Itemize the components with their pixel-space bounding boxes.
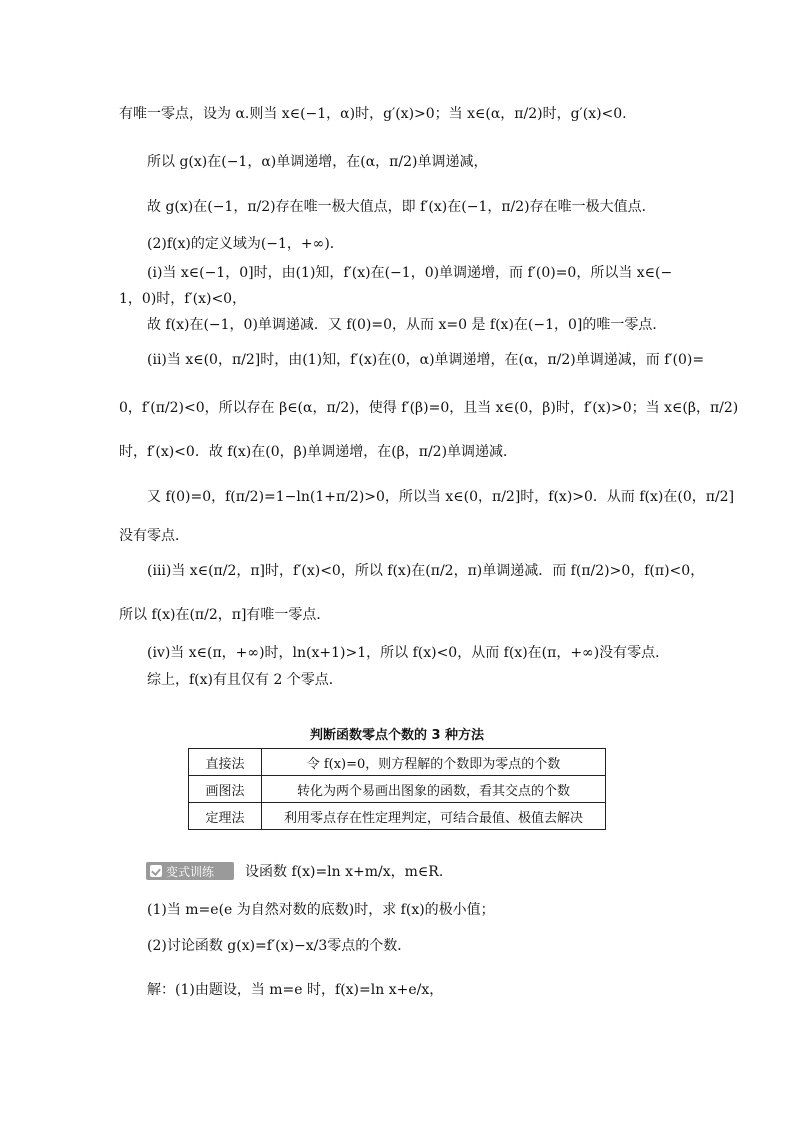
line-9: 0，f′(π/2)<0，所以存在 β∈(α，π/2)，使得 f′(β)=0，且当 x∈(0，β)时，f′(x)>0；当 x∈(β，π/2) (119, 400, 739, 416)
method-name: 定理法 (189, 803, 262, 830)
line-15: (ⅳ)当 x∈(π，+∞)时，ln(x+1)>1，所以 f(x)<0，从而 f(x)在(π，+∞)没有零点． (147, 645, 670, 661)
line-12: 没有零点． (119, 528, 189, 544)
line-14: 所以 f(x)在(π/2，π]有唯一零点． (119, 607, 331, 623)
line-3: 故 g(x)在(−1，π/2)存在唯一极大值点，即 f′(x)在(−1，π/2)存在唯一极大值点． (147, 199, 656, 215)
line-4: (2)f(x)的定义域为(−1，+∞)． (147, 236, 344, 252)
table-row (189, 803, 606, 830)
line-6: 1，0)时，f′(x)<0， (119, 291, 247, 307)
method-name: 画图法 (189, 776, 262, 803)
line-16: 综上，f(x)有且仅有 2 个零点． (147, 672, 343, 688)
line-1: 有唯一零点，设为 α.则当 x∈(−1，α)时，g′(x)>0；当 x∈(α，π/2)时，g′(x)<0. (119, 106, 627, 122)
line-2: 所以 g(x)在(−1，α)单调递增，在(α，π/2)单调递减， (147, 154, 488, 170)
line-5: (ⅰ)当 x∈(−1，0]时，由(1)知，f′(x)在(−1，0)单调递增，而 f′(0)=0，所以当 x∈(− (147, 265, 673, 281)
line-13: (ⅲ)当 x∈(π/2，π]时，f′(x)<0，所以 f(x)在(π/2，π)单调递减．而 f(π/2)>0，f(π)<0， (147, 563, 705, 579)
exercise-part-1: (1)当 m=e(e 为自然对数的底数)时，求 f(x)的极小值； (147, 902, 495, 918)
exercise-badge (146, 862, 234, 880)
method-desc: 令 f(x)=0，则方程解的个数即为零点的个数 (262, 749, 606, 776)
line-11: 又 f(0)=0，f(π/2)=1−ln(1+π/2)>0，所以当 x∈(0，π/2]时，f(x)>0．从而 f(x)在(0，π/2] (147, 489, 735, 505)
exercise-part-2: (2)讨论函数 g(x)=f′(x)−x/3零点的个数． (147, 938, 412, 954)
line-10: 时，f′(x)<0．故 f(x)在(0，β)单调递增，在(β，π/2)单调递减． (119, 444, 518, 460)
method-desc: 转化为两个易画出图象的函数，看其交点的个数 (262, 776, 606, 803)
exercise-stem: 设函数 f(x)=ln x+m/x，m∈R. (245, 864, 444, 880)
table-row (189, 749, 606, 776)
line-8: (ⅱ)当 x∈(0，π/2]时，由(1)知，f′(x)在(0，α)单调递增，在(α，π/2)单调递减，而 f′(0)= (147, 352, 705, 368)
solution-line: 解：(1)由题设，当 m=e 时，f(x)=ln x+e/x， (147, 982, 444, 998)
line-7: 故 f(x)在(−1，0)单调递减．又 f(0)=0，从而 x=0 是 f(x)在(−1，0]的唯一零点． (147, 317, 667, 333)
table-row (189, 776, 606, 803)
check-icon (150, 865, 162, 877)
table-caption: 判断函数零点个数的 3 种方法 (309, 728, 485, 743)
method-desc: 利用零点存在性定理判定，可结合最值、极值去解决 (262, 803, 606, 830)
methods-table (188, 748, 606, 830)
method-name: 直接法 (189, 749, 262, 776)
exercise-badge-label: 变式训练 (166, 864, 215, 879)
